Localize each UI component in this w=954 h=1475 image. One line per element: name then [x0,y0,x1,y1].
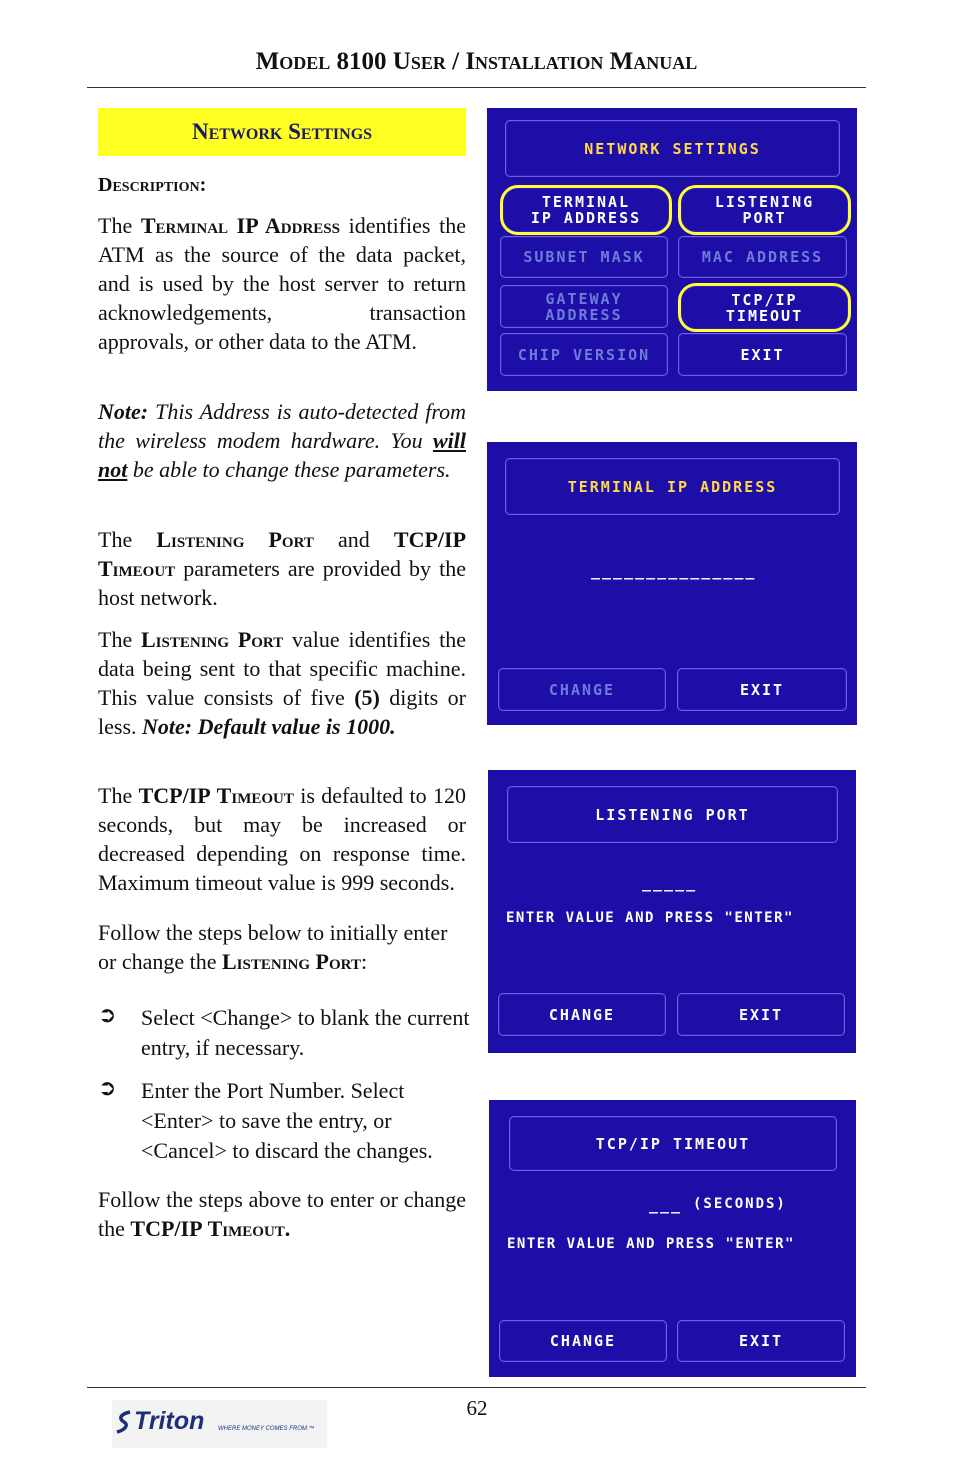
ip-address-field: _______________ [591,562,757,580]
change-button[interactable]: CHANGE [498,993,666,1036]
listening-port-button[interactable]: LISTENING PORT [678,185,851,235]
p3-pre: The [98,627,141,652]
atm-screen-network-settings [487,108,857,391]
p6-pre: Follow the steps above to enter or change the [98,1187,466,1241]
enter-value-prompt: ENTER VALUE AND PRESS "ENTER" [506,910,794,926]
seconds-label: (SECONDS) [693,1196,787,1212]
triton-logo [112,1400,327,1448]
term-timeout: Timeout [210,783,294,808]
logo-tagline: WHERE MONEY COMES FROM.™ [218,1426,315,1432]
exit-button[interactable]: EXIT [677,1320,845,1362]
section-title-box [98,108,466,156]
triton-swoosh-icon [115,1410,133,1434]
page-header: Model 8100 User / Installation Manual [255,48,698,75]
p4-post: is defaulted to 120 seconds, but may be increased or decreased depending on response time. Maximum timeout value is 999 seconds. [98,783,466,895]
mac-address-button[interactable]: MAC ADDRESS [678,236,847,278]
term-timeout: Timeout [202,1216,285,1241]
exit-button[interactable]: EXIT [677,668,847,711]
port-field: _____ [642,874,698,892]
p2-pre: The [98,527,157,552]
paragraph-follow-steps [98,918,466,976]
timeout-field: ___ [649,1196,683,1214]
description-heading: Description: [98,174,207,196]
term-timeout: Timeout [98,556,176,581]
term-listening-port: Listening Port [141,627,284,652]
change-button[interactable]: CHANGE [499,1320,667,1362]
screen-title: LISTENING PORT [507,786,838,843]
atm-screen-tcpip-timeout [489,1100,856,1377]
term-tcpip: TCP/IP [138,783,211,808]
chip-version-button[interactable]: CHIP VERSION [500,333,668,376]
paragraph-terminal-ip [98,211,466,356]
atm-screen-listening-port [488,770,856,1053]
paragraph-listening-port [98,625,466,741]
bullet-arrow-icon: ➲ [98,1076,117,1101]
term-tcpip: TCP/IP [130,1216,203,1241]
page-number: 62 [466,1396,488,1420]
note-label: Note: [98,399,149,424]
term-listening-port: Listening Port [156,527,314,552]
term-listening-port: Listening Port [222,949,361,974]
paragraph-host-params [98,525,466,612]
p5-pre: Follow the steps below to initially enter or change the [98,920,448,974]
subnet-mask-button[interactable]: SUBNET MASK [500,236,668,278]
p5-post: : [360,949,368,974]
enter-value-prompt: ENTER VALUE AND PRESS "ENTER" [507,1236,795,1252]
bullet-arrow-icon: ➲ [98,1003,117,1028]
exit-button[interactable]: EXIT [678,333,847,376]
p2-post: parameters are provided by the host network. [98,556,466,610]
p3-digit-count: (5) [354,685,380,710]
terminal-ip-address-button[interactable]: TERMINAL IP ADDRESS [500,185,672,235]
change-button[interactable]: CHANGE [498,668,666,711]
atm-screen-terminal-ip [487,442,857,725]
logo-wordmark: Triton [134,1407,205,1435]
screen-title: NETWORK SETTINGS [505,120,840,177]
note-emphasis: will not [98,428,466,482]
paragraph-tcpip-timeout [98,781,466,897]
bullet-step-1: Select <Change> to blank the current entry, if necessary. [141,1005,470,1060]
bullet-step-2: Enter the Port Number. Select <Enter> to save the entry, or <Cancel> to discard the changes. [141,1078,433,1163]
section-title: Network Settings [191,119,373,144]
p4-pre: The [98,783,139,808]
note-text-2: be able to change these parameters. [127,457,451,482]
p1-pre: The [98,213,141,238]
term-tcpip: TCP/IP [393,527,467,552]
header-rule [87,87,866,88]
note-auto-detected [98,397,466,484]
note-text-1: This Address is auto-detected from the wireless modem hardware. You [98,399,466,453]
p3-post-2: digits or less. [98,685,466,739]
p3-post-1: value identifies the data being sent to that specific machine. This value consists of five [98,627,467,710]
footer-rule [87,1387,866,1388]
exit-button[interactable]: EXIT [677,993,845,1036]
p6-post: . [284,1216,291,1241]
p2-mid: and [313,527,394,552]
p1-post: identifies the ATM as the source of the data packet, and is used by the host server to return acknowledgements, transaction approvals, or other data to the ATM. [98,213,467,354]
p3-default-note: Note: Default value is 1000. [142,714,396,739]
tcpip-timeout-button[interactable]: TCP/IP TIMEOUT [678,283,851,332]
paragraph-follow-steps-timeout [98,1185,466,1243]
term-terminal-ip: Terminal IP Address [140,213,340,238]
screen-title: TCP/IP TIMEOUT [509,1116,837,1171]
screen-title: TERMINAL IP ADDRESS [505,458,840,515]
gateway-address-button[interactable]: GATEWAY ADDRESS [500,285,668,328]
